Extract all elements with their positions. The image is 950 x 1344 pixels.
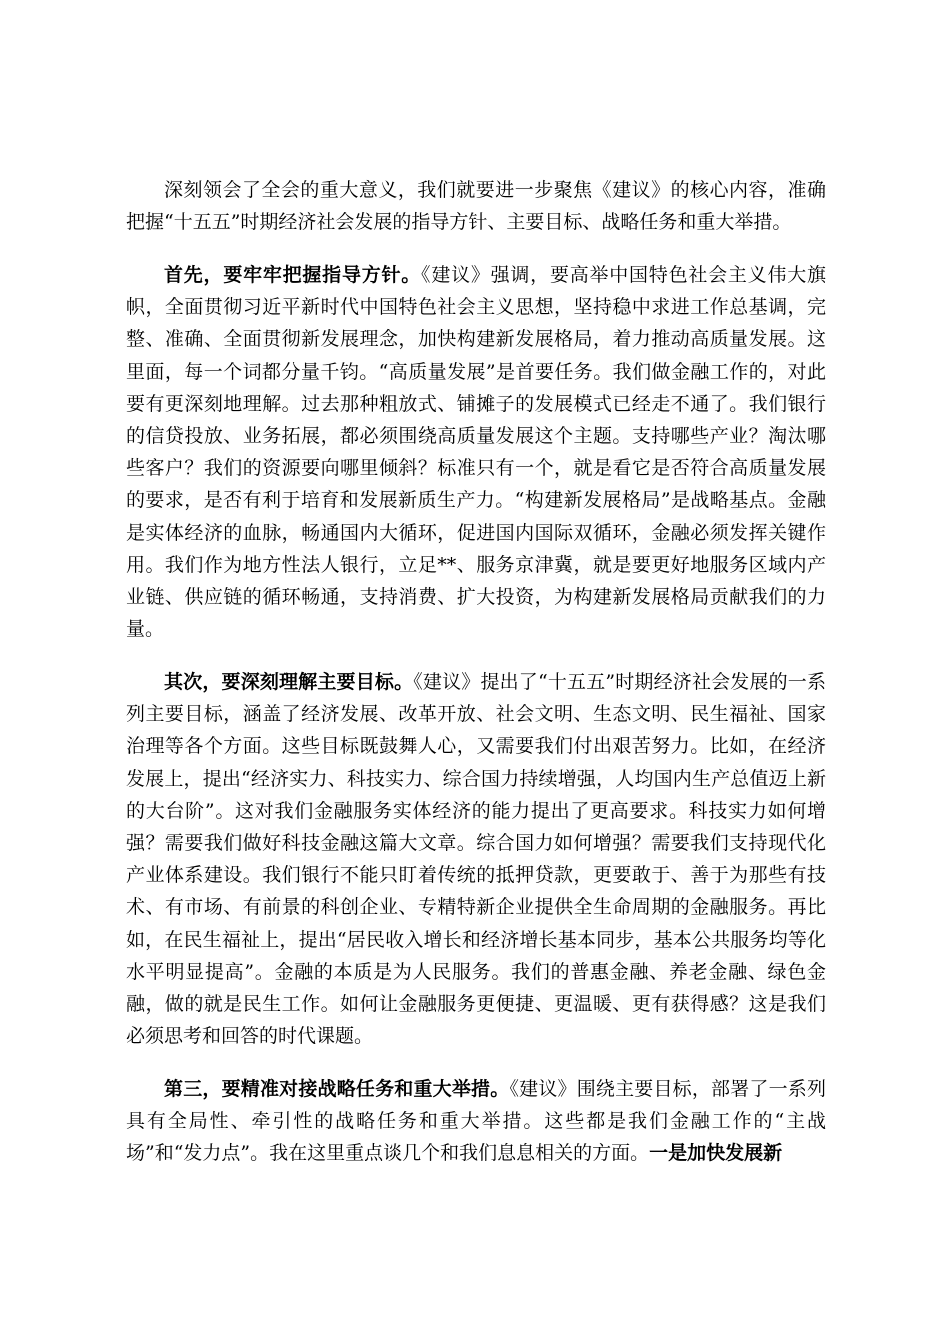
paragraph-intro: [126, 174, 826, 238]
paragraph-lead: 首先，要牢牢把握指导方针。: [164, 264, 422, 286]
paragraph-body: 《建议》提出了“十五五”时期经济社会发展的一系列主要目标，涵盖了经济发展、改革开放、社会文明、生态文明、民生福祉、国家治理等各个方面。这些目标既鼓舞人心，又需要我们付出艰苦努力。比如，在经济发展上，提出“经济实力、科技实力、综合国力持续增强，人均国内生产总值迈上新的大台阶”。这对我们金融服务实体经济的能力提出了更高要求。科技实力如何增强？需要我们做好科技金融这篇大文章。综合国力如何增强？需要我们支持现代化产业体系建设。我们银行不能只盯着传统的抵押贷款，更要敢于、善于为那些有技术、有市场、有前景的科创企业、专精特新企业提供全生命周期的金融服务。再比如，在民生福祉上，提出“居民收入增长和经济增长基本同步，基本公共服务均等化水平明显提高”。金融的本质是为人民服务。我们的普惠金融、养老金融、绿色金融，做的就是民生工作。如何让金融服务更便捷、更温暖、更有获得感？这是我们必须思考和回答的时代课题。: [126, 671, 826, 1048]
paragraph-lead: 其次，要深刻理解主要目标。: [164, 671, 414, 693]
paragraph-main-goals: [126, 666, 826, 1052]
paragraph-lead: 第三，要精准对接战略任务和重大举措。: [164, 1078, 510, 1100]
paragraph-body: 深刻领会了全会的重大意义，我们就要进一步聚焦《建议》的核心内容，准确把握“十五五”时期经济社会发展的指导方针、主要目标、战略任务和重大举措。: [126, 179, 826, 234]
paragraph-strategic-tasks: [126, 1073, 826, 1170]
paragraph-body: 《建议》围绕主要目标，部署了一系列具有全局性、牵引性的战略任务和重大举措。这些都是我们金融工作的“主战场”和“发力点”。我在这里重点谈几个和我们息息相关的方面。: [126, 1078, 826, 1165]
paragraph-guiding-principles: [126, 259, 826, 645]
paragraph-body: 《建议》强调，要高举中国特色社会主义伟大旗帜，全面贯彻习近平新时代中国特色社会主义思想，坚持稳中求进工作总基调，完整、准确、全面贯彻新发展理念，加快构建新发展格局，着力推动高质量发展。这里面，每一个词都分量千钧。“高质量发展”是首要任务。我们做金融工作的，对此要有更深刻地理解。过去那种粗放式、铺摊子的发展模式已经走不通了。我们银行的信贷投放、业务拓展，都必须围绕高质量发展这个主题。支持哪些产业？淘汰哪些客户？我们的资源要向哪里倾斜？标准只有一个，就是看它是否符合高质量发展的要求，是否有利于培育和发展新质生产力。“构建新发展格局”是战略基点。金融是实体经济的血脉，畅通国内大循环，促进国内国际双循环，金融必须发挥关键作用。我们作为地方性法人银行，立足**、服务京津冀，就是要更好地服务区域内产业链、供应链的循环畅通，支持消费、扩大投资，为构建新发展格局贡献我们的力量。: [126, 264, 826, 641]
paragraph-tail-bold: 一是加快发展新: [649, 1142, 783, 1165]
